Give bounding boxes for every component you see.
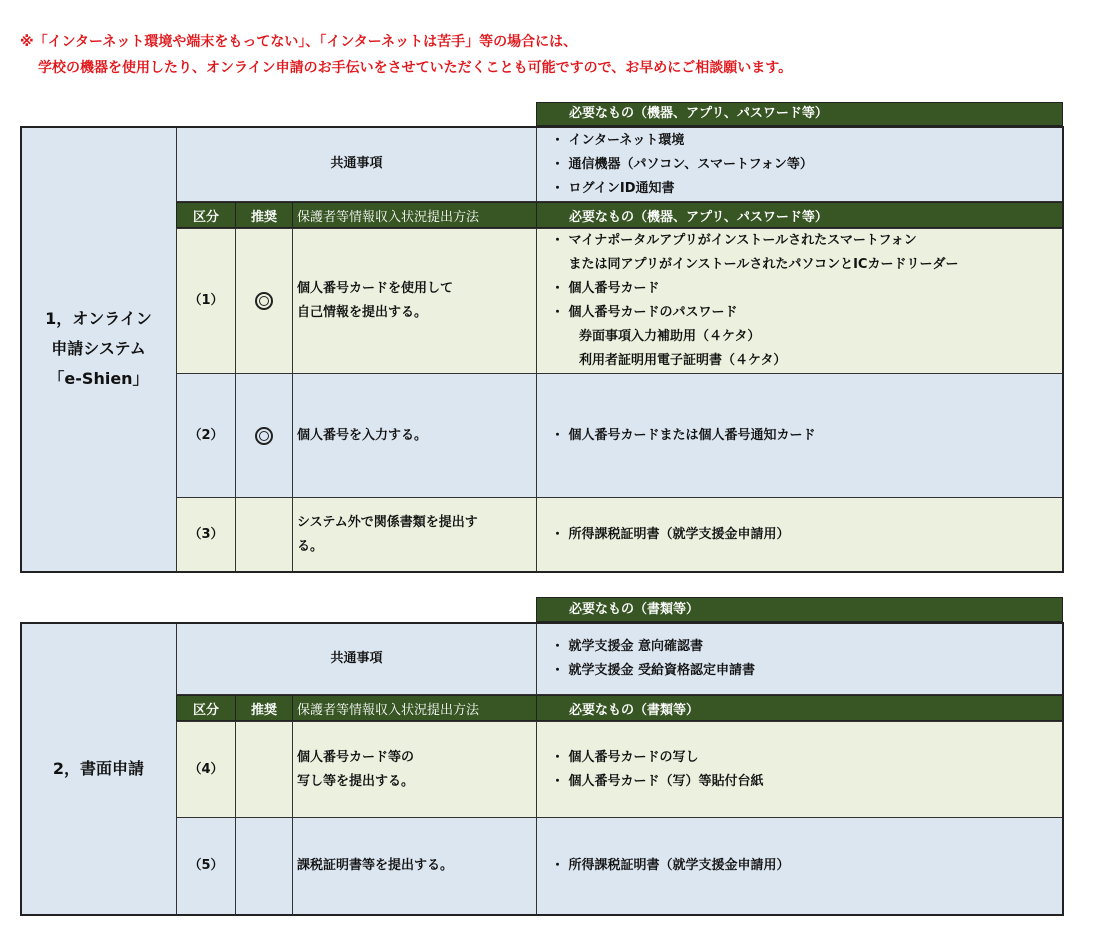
common-item: ・ インターネット環境: [551, 133, 685, 148]
section-label-line-2: 申請システム: [51, 339, 146, 358]
row-method: [292, 721, 537, 818]
col-header-suisho: 推奨: [235, 202, 293, 228]
table1-common-needs: [536, 126, 1063, 202]
section-label-line-3: 「e-Shien」: [48, 369, 149, 388]
needs-item: ・ マイナポータルアプリがインストールされたスマートフォン: [551, 233, 917, 248]
col-header-method: 保護者等情報収入状況提出方法: [292, 202, 537, 228]
method-line: 個人番号カードを使用して: [297, 281, 454, 296]
notice-line-2: 学校の機器を使用したり、オンライン申請のお手伝いをさせていただくことも可能ですので、お早めにご相談願います。: [38, 60, 793, 76]
needs-item: または同アプリがインストールされたパソコンとICカードリーダー: [551, 257, 959, 272]
table2-common-label: 共通事項: [176, 622, 537, 695]
row-needs: [536, 721, 1063, 818]
common-item: ・ ログインID通知書: [551, 181, 675, 196]
row-needs: ・ 所得課税証明書（就学支援金申請用）: [536, 817, 1063, 915]
needs-item: ・ 個人番号カード: [551, 281, 660, 296]
row-kubun: （4）: [176, 721, 236, 818]
method-line: る。: [297, 538, 324, 554]
row-kubun: （1）: [176, 228, 236, 374]
double-circle-icon: [255, 427, 273, 445]
table2-common-needs: [536, 622, 1063, 695]
row-method: [292, 497, 537, 572]
needs-item: ・ 個人番号カードの写し: [551, 749, 699, 765]
method-line: システム外で関係書類を提出す: [297, 514, 478, 530]
col-header-suisho: 推奨: [235, 695, 293, 721]
section-label-line-1: 1，オンライン: [45, 309, 152, 328]
row-kubun: （2）: [176, 373, 236, 498]
notice-line-1: ※「インターネット環境や端末をもってない」、「インターネットは苦手」等の場合には、: [20, 34, 578, 50]
table2-top-header: 必要なもの（書類等）: [536, 597, 1063, 622]
table1-common-label: 共通事項: [176, 126, 537, 202]
table1-top-header: 必要なもの（機器、アプリ、パスワード等）: [536, 102, 1063, 126]
col-header-kubun: 区分: [176, 202, 236, 228]
method-line: 写し等を提出する。: [297, 773, 415, 789]
method-line: 自己情報を提出する。: [297, 305, 428, 320]
row-kubun: （3）: [176, 497, 236, 572]
row-recommended: [235, 373, 293, 498]
table2-section-label: 2，書面申請: [20, 622, 177, 915]
row-recommended: [235, 721, 293, 818]
col-header-method: 保護者等情報収入状況提出方法: [292, 695, 537, 721]
common-item: ・ 就学支援金 受給資格認定申請書: [551, 663, 756, 678]
needs-subitem: 券面事項入力補助用（４ケタ）: [579, 329, 761, 344]
row-method: 個人番号を入力する。: [292, 373, 537, 498]
col-header-kubun: 区分: [176, 695, 236, 721]
row-recommended: [235, 228, 293, 374]
row-needs: ・ 所得課税証明書（就学支援金申請用）: [536, 497, 1063, 572]
col-header-needs: 必要なもの（書類等）: [536, 695, 1063, 721]
needs-subitem: 利用者証明用電子証明書（４ケタ）: [579, 353, 787, 368]
method-line: 個人番号カード等の: [297, 749, 415, 765]
table1-section-label: [20, 126, 177, 572]
needs-item: ・ 個人番号カードのパスワード: [551, 305, 738, 320]
needs-item: ・ 個人番号カード（写）等貼付台紙: [551, 773, 764, 789]
row-recommended: [235, 817, 293, 915]
row-needs: [536, 228, 1063, 374]
common-item: ・ 就学支援金 意向確認書: [551, 639, 704, 654]
common-item: ・ 通信機器（パソコン、スマートフォン等）: [551, 157, 813, 172]
row-method: [292, 228, 537, 374]
double-circle-icon: [255, 292, 273, 310]
row-needs: ・ 個人番号カードまたは個人番号通知カード: [536, 373, 1063, 498]
col-header-needs: 必要なもの（機器、アプリ、パスワード等）: [536, 202, 1063, 228]
row-method: 課税証明書等を提出する。: [292, 817, 537, 915]
row-recommended: [235, 497, 293, 572]
row-kubun: （5）: [176, 817, 236, 915]
